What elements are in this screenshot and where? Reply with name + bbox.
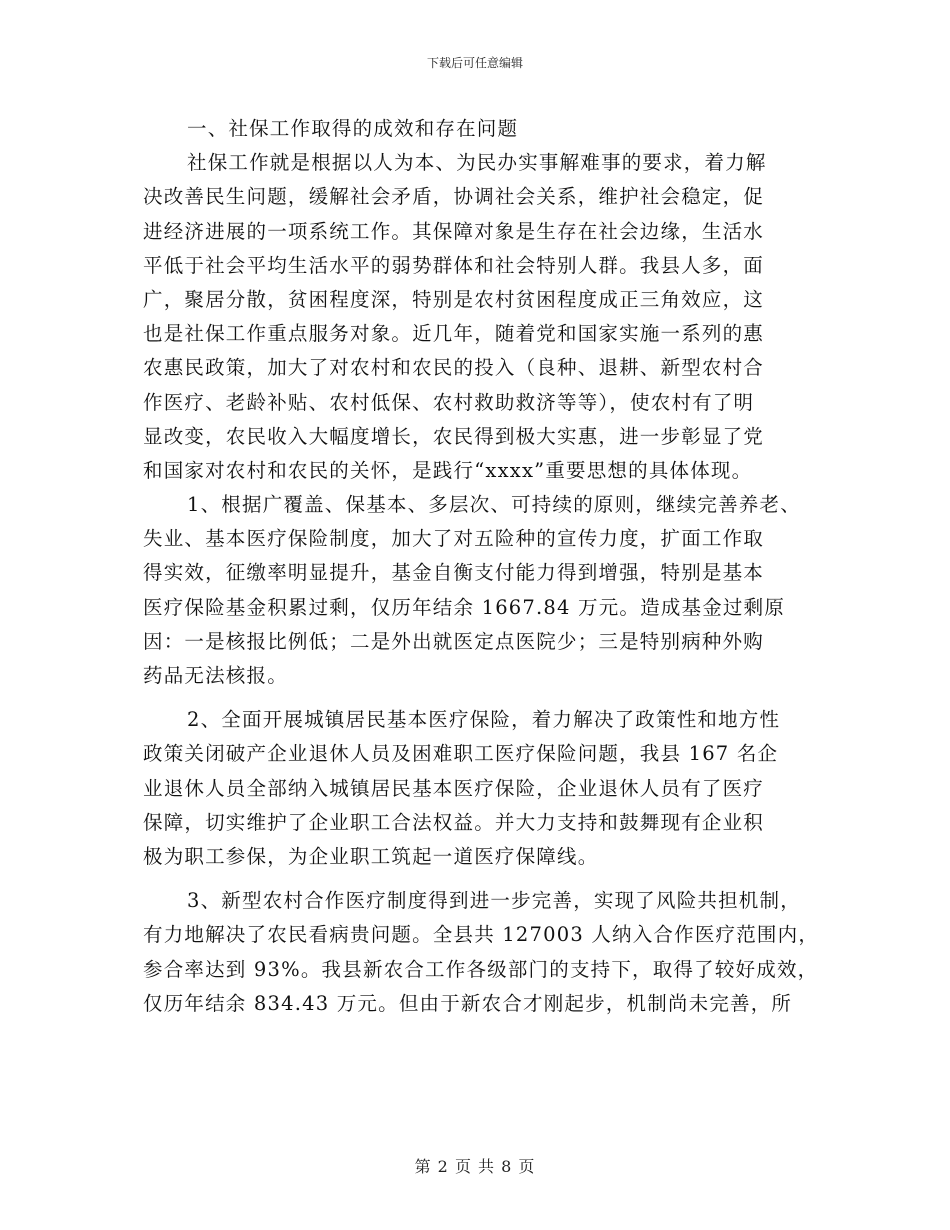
page-header: 下载后可任意编辑 xyxy=(426,56,523,70)
paragraph-line: 决改善民生问题，缓解社会矛盾，协调社会关系，维护社会稳定，促 xyxy=(143,185,765,209)
paragraph-line: 1、根据广覆盖、保基本、多层次、可持续的原则，继续完善养老、 xyxy=(187,493,801,517)
paragraph-line: 政策关闭破产企业退休人员及困难职工医疗保险问题，我县 167 名企 xyxy=(143,742,779,766)
paragraph-line: 保障，切实维护了企业职工合法权益。并大力支持和鼓舞现有企业积 xyxy=(143,810,765,834)
section-heading: 一、社保工作取得的成效和存在问题 xyxy=(187,117,519,140)
paragraph-line: 药品无法核报。 xyxy=(143,664,288,687)
paragraph-line: 显改变，农民收入大幅度增长，农民得到极大实惠，进一步彰显了党 xyxy=(143,424,765,448)
paragraph-line: 医疗保险基金积累过剩，仅历年结余 1667.84 万元。造成基金过剩原 xyxy=(143,595,786,619)
paragraph-line: 和国家对农村和农民的关怀，是践行“xxxx”重要思想的具体体现。 xyxy=(143,458,753,482)
paragraph-line: 也是社保工作重点服务对象。近几年，随着党和国家实施一系列的惠 xyxy=(143,322,765,346)
paragraph-line: 失业、基本医疗保险制度，加大了对五险种的宣传力度，扩面工作取 xyxy=(143,527,765,551)
paragraph-line: 平低于社会平均生活水平的弱势群体和社会特别人群。我县人多，面 xyxy=(143,253,765,277)
paragraph-line: 仅历年结余 834.43 万元。但由于新农合才刚起步，机制尚未完善，所 xyxy=(143,991,793,1015)
paragraph-line: 进经济进展的一项系统工作。其保障对象是生存在社会边缘，生活水 xyxy=(143,219,765,243)
paragraph-line: 极为职工参保，为企业职工筑起一道医疗保障线。 xyxy=(143,844,599,868)
paragraph-line: 参合率达到 93%。我县新农合工作各级部门的支持下，取得了较好成效， xyxy=(143,957,819,981)
paragraph-line: 农惠民政策，加大了对农村和农民的投入（良种、退耕、新型农村合 xyxy=(143,356,765,380)
paragraph-line: 得实效，征缴率明显提升，基金自衡支付能力得到增强，特别是基本 xyxy=(143,561,765,585)
paragraph-line: 有力地解决了农民看病贵问题。全县共 127003 人纳入合作医疗范围内， xyxy=(143,923,820,947)
page-number-footer: 第 2 页 共 8 页 xyxy=(414,1157,536,1176)
paragraph-line: 社保工作就是根据以人为本、为民办实事解难事的要求，着力解 xyxy=(187,151,767,175)
paragraph-line: 作医疗、老龄补贴、农村低保、农村救助救济等等），使农村有了明 xyxy=(143,390,755,414)
paragraph-line: 2、全面开展城镇居民基本医疗保险，着力解决了政策性和地方性 xyxy=(187,708,781,732)
paragraph-line: 3、新型农村合作医疗制度得到进一步完善，实现了风险共担机制， xyxy=(187,889,801,913)
document-body xyxy=(143,112,833,1021)
paragraph-line: 因：一是核报比例低；二是外出就医定点医院少；三是特别病种外购 xyxy=(143,629,765,653)
paragraph-line: 业退休人员全部纳入城镇居民基本医疗保险，企业退休人员有了医疗 xyxy=(143,776,765,800)
paragraph-line: 广，聚居分散，贫困程度深，特别是农村贫困程度成正三角效应，这 xyxy=(143,287,765,311)
